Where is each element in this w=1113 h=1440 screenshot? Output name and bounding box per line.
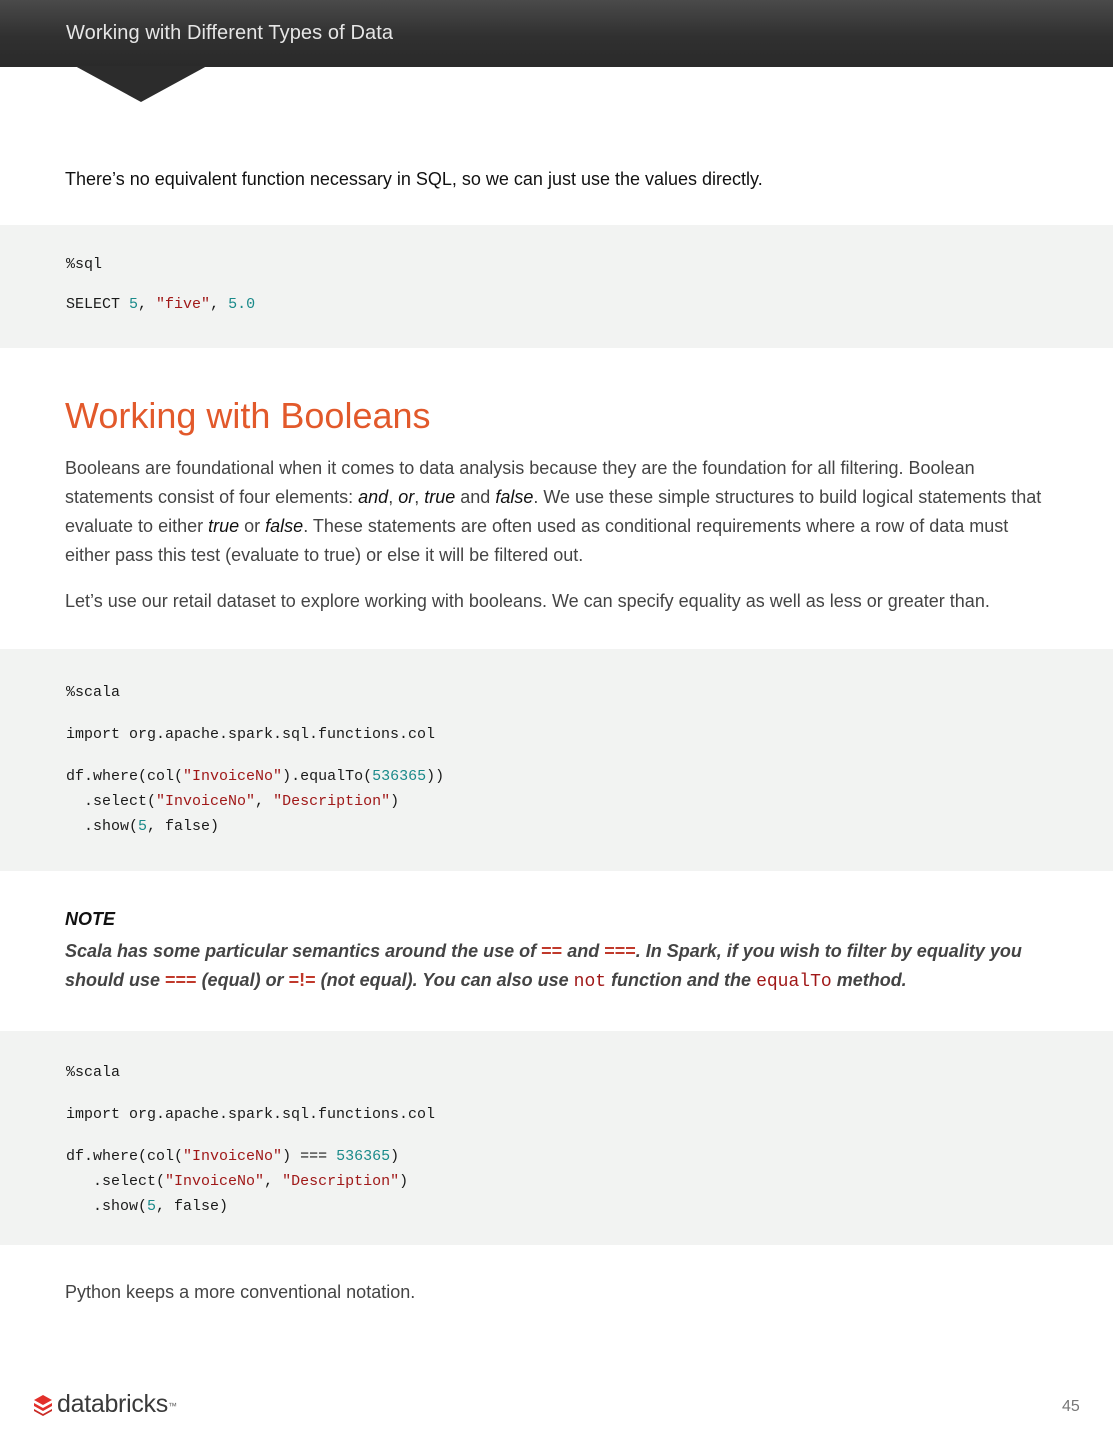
sql-code-block [0,225,1113,348]
scala-code-2: %scala import org.apache.spark.sql.functions.col df.where(col("InvoiceNo") === 536365) .select("InvoiceNo", "Description") .show(5, false) [66,1064,436,1215]
logo-wordmark: databricks [57,1390,168,1418]
page-number: 45 [1062,1398,1080,1415]
code-magic: %sql [66,256,103,273]
intro-paragraph: There’s no equivalent function necessary in SQL, so we can just use the values directly. [65,169,763,189]
code-token: , [210,296,229,313]
header-title: Working with Different Types of Data [66,22,394,44]
code-number: 5 [129,296,139,313]
code-number: 5.0 [228,296,256,313]
scala-code-1: %scala import org.apache.spark.sql.functions.col df.where(col("InvoiceNo").equalTo(536365)) .select("InvoiceNo", "Description") .show(5, false) [66,684,445,835]
databricks-logo [33,1390,177,1419]
booleans-paragraph: Booleans are foundational when it comes to data analysis because they are the foundation for all filtering. Boolean statements consist of four elements: and, or, true and false. We use these simple structures to build logical statements that evaluate to either true or false. These statements are often used as conditional requirements where a row of data must either pass this test (evaluate to true) or else it will be filtered out. [65,458,1042,565]
scala-code-block-2 [0,1031,1113,1245]
section-title: Working with Booleans [65,395,431,436]
note-title: NOTE [65,909,116,929]
code-token: SELECT [66,296,130,313]
code-token: , [138,296,157,313]
note-text: Scala has some particular semantics around the use of == and ===. In Spark, if you wish to filter by equality you should use === (equal) or =!= (not equal). You can also use not function and the equalTo method. [65,941,1022,992]
scala-code-block-1 [0,649,1113,871]
retail-paragraph: Let’s use our retail dataset to explore working with booleans. We can specify equality as well as less or greater than. [65,591,990,611]
sql-code [66,255,255,315]
code-string: "five" [156,296,211,313]
outro-paragraph: Python keeps a more conventional notation. [65,1282,416,1302]
page-header [0,0,1113,67]
databricks-logo-icon [33,1394,53,1416]
trademark: ™ [167,1401,177,1411]
header-notch [75,66,207,102]
